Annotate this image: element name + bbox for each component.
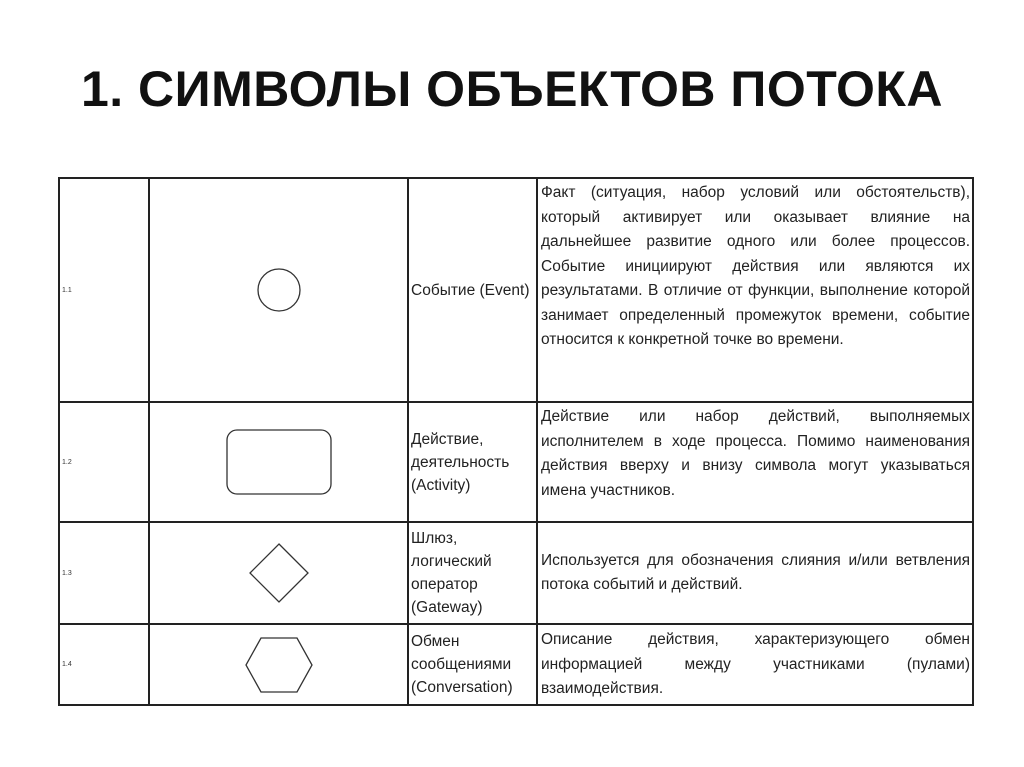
symbol-description: Действие или набор действий, выполняемых исполнителем в ходе процесса. Помимо наименования действия вверху и внизу символа могут указываться имена участников. — [537, 402, 973, 522]
table-row — [59, 178, 973, 402]
flow-objects-table — [58, 177, 974, 706]
symbol-cell — [149, 522, 408, 624]
row-number: 1.1 — [59, 178, 149, 402]
symbol-name: Действие, деятельность (Activity) — [408, 402, 537, 522]
table-row — [59, 522, 973, 624]
rounded-rectangle-activity-icon — [224, 427, 334, 497]
symbol-name: Событие (Event) — [408, 178, 537, 402]
symbol-description: Используется для обозначения слияния и/или ветвления потока событий и действий. — [537, 522, 973, 624]
row-number: 1.4 — [59, 624, 149, 705]
table-row — [59, 624, 973, 705]
table-row — [59, 402, 973, 522]
symbol-name: Обмен сообщениями (Conversation) — [408, 624, 537, 705]
symbol-name: Шлюз, логический оператор (Gateway) — [408, 522, 537, 624]
circle-event-icon — [249, 260, 309, 320]
symbol-cell — [149, 178, 408, 402]
hexagon-conversation-icon — [243, 635, 315, 695]
symbol-description: Факт (ситуация, набор условий или обстоятельств), который активирует или оказывает влияние на дальнейшее развитие одного или более процессов. Событие инициируют действия или являются их результатами. В отличие от функции, выполнение которой занимает определенный промежуток времени, событие относится к конкретной точке во времени. — [537, 178, 973, 402]
row-number: 1.3 — [59, 522, 149, 624]
symbol-description: Описание действия, характеризующего обмен информацией между участниками (пулами) взаимодействия. — [537, 624, 973, 705]
slide-title: 1. СИМВОЛЫ ОБЪЕКТОВ ПОТОКА — [80, 61, 944, 117]
symbol-cell — [149, 624, 408, 705]
row-number: 1.2 — [59, 402, 149, 522]
symbol-cell — [149, 402, 408, 522]
diamond-gateway-icon — [247, 541, 311, 605]
